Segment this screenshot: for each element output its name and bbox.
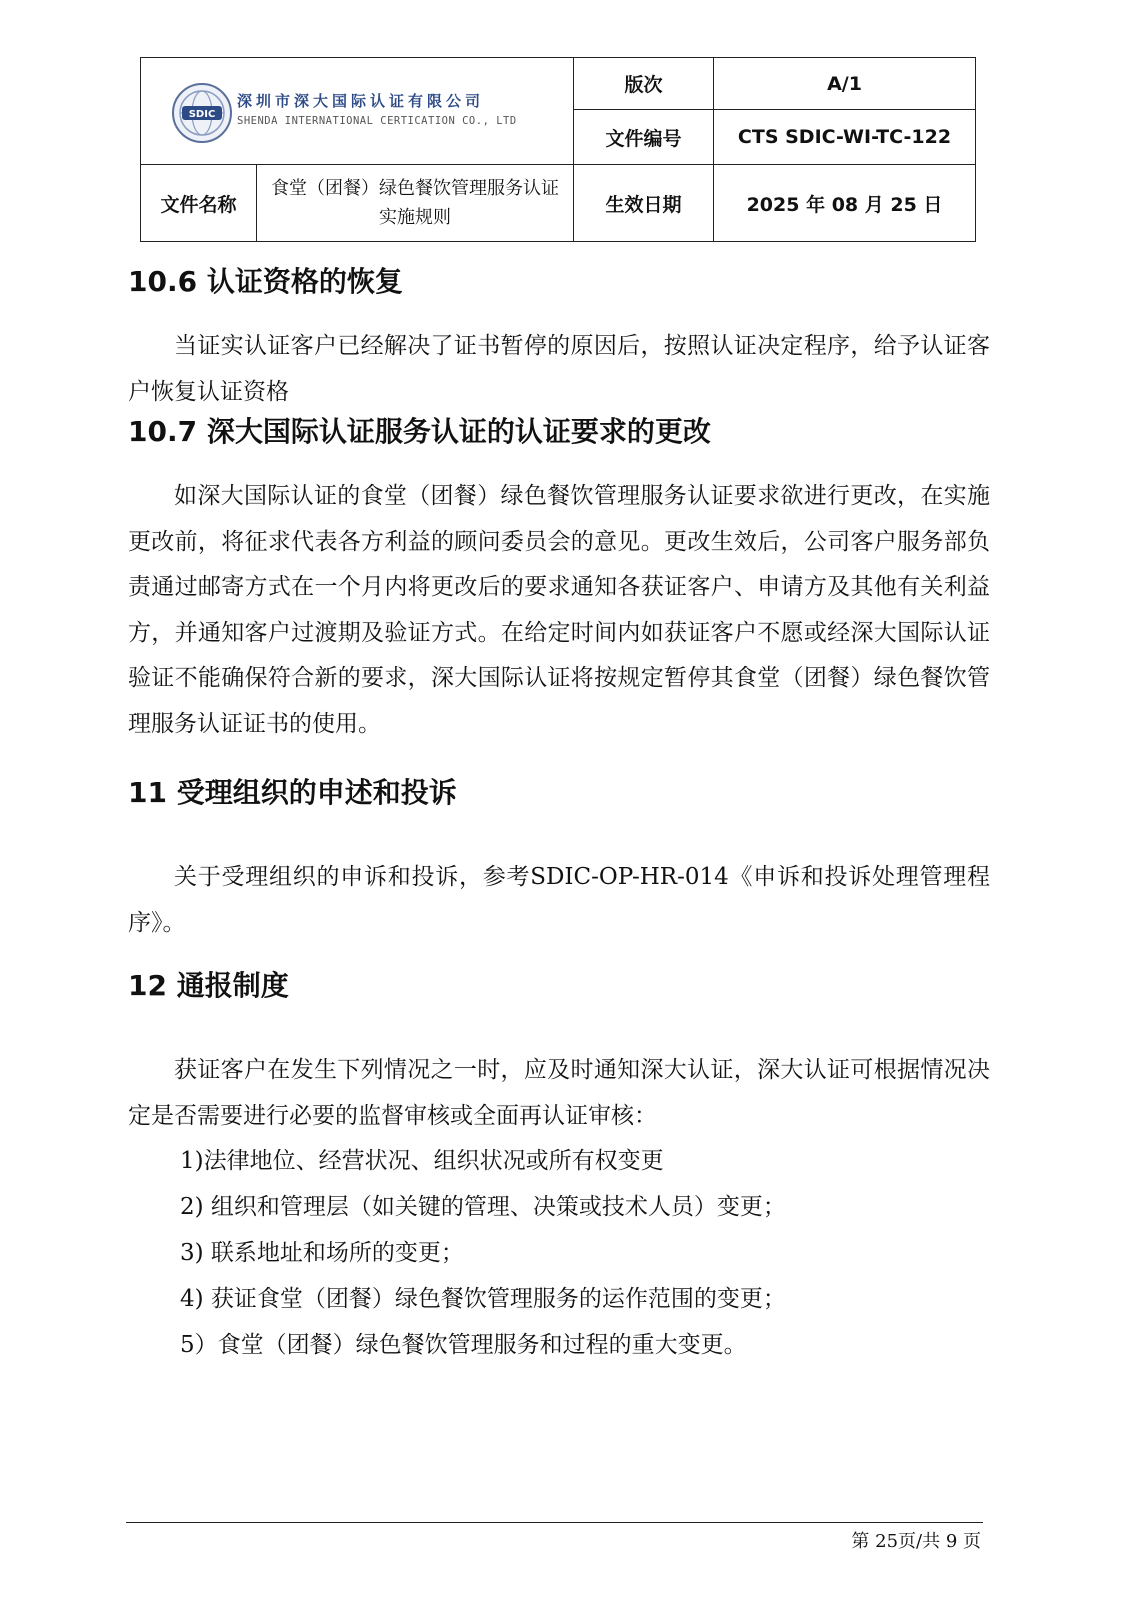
version-label: 版次 (574, 58, 714, 110)
effective-date-label: 生效日期 (574, 165, 714, 242)
company-name-en: SHENDA INTERNATIONAL CERTICATION CO., LTD (237, 115, 517, 127)
section-12-heading: 12 通报制度 (128, 969, 289, 1002)
page-number: 第 25页/共 9 页 (851, 1531, 981, 1552)
globe-logo-icon (171, 82, 233, 144)
section-10-6-heading: 10.6 认证资格的恢复 (128, 265, 403, 298)
company-logo (171, 82, 551, 142)
logo-abbrev: SDIC (188, 109, 216, 120)
list-item: 1)法律地位、经营状况、组织状况或所有权变更 (180, 1148, 664, 1174)
section-11-body: 关于受理组织的申诉和投诉，参考SDIC-OP-HR-014《申诉和投诉处理管理程序》。 (128, 864, 990, 936)
section-11-heading: 11 受理组织的申述和投诉 (128, 776, 457, 809)
document-header-table (140, 57, 975, 241)
list-item: 4) 获证食堂（团餐）绿色餐饮管理服务的运作范围的变更； (180, 1286, 786, 1312)
section-10-7-heading: 10.7 深大国际认证服务认证的认证要求的更改 (128, 415, 711, 448)
version-value: A/1 (714, 58, 976, 110)
section-10-7-body: 如深大国际认证的食堂（团餐）绿色餐饮管理服务认证要求欲进行更改，在实施更改前，将征求代表各方利益的顾问委员会的意见。更改生效后，公司客户服务部负责通过邮寄方式在一个月内将更改后的要求通知各获证客户、申请方及其他有关利益方，并通知客户过渡期及验证方式。在给定时间内如获证客户不愿或经深大国际认证验证不能确保符合新的要求，深大国际认证将按规定暂停其食堂（团餐）绿色餐饮管理服务认证证书的使用。 (128, 483, 990, 737)
footer-divider (126, 1522, 983, 1523)
section-10-6-body: 当证实认证客户已经解决了证书暂停的原因后，按照认证决定程序，给予认证客户恢复认证资格 (128, 333, 990, 405)
company-name-cn: 深圳市深大国际认证有限公司 (237, 92, 485, 110)
doc-name-label: 文件名称 (141, 165, 257, 242)
list-item: 2) 组织和管理层（如关键的管理、决策或技术人员）变更； (180, 1194, 786, 1220)
doc-name-value: 食堂（团餐）绿色餐饮管理服务认证实施规则 (257, 165, 574, 242)
company-logo-cell (141, 58, 574, 165)
section-12-body: 获证客户在发生下列情况之一时，应及时通知深大认证，深大认证可根据情况决定是否需要进行必要的监督审核或全面再认证审核： (128, 1057, 990, 1129)
effective-date-value: 2025 年 08 月 25 日 (714, 165, 976, 242)
list-item: 5）食堂（团餐）绿色餐饮管理服务和过程的重大变更。 (180, 1332, 747, 1358)
list-item: 3) 联系地址和场所的变更； (180, 1240, 464, 1266)
doc-number-label: 文件编号 (574, 110, 714, 165)
doc-number-value: CTS SDIC-WI-TC-122 (714, 110, 976, 165)
